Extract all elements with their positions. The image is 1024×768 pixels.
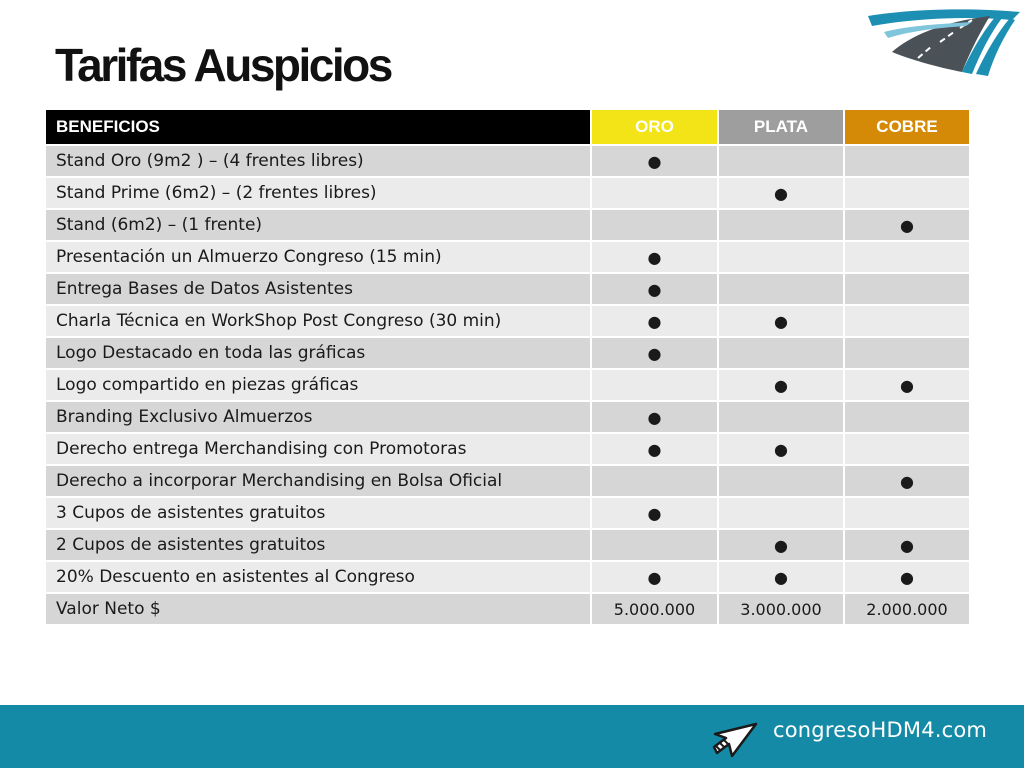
road-logo-icon: [862, 6, 1022, 82]
table-row: [45, 177, 970, 209]
cobre-cell: ●: [844, 529, 970, 561]
cobre-cell: [844, 273, 970, 305]
cobre-cell: [844, 497, 970, 529]
oro-cell: [591, 177, 718, 209]
table-row: [45, 273, 970, 305]
table-row-total: [45, 593, 970, 625]
oro-cell: ●: [591, 337, 718, 369]
cobre-cell: [844, 145, 970, 177]
header-benefits: BENEFICIOS: [45, 109, 591, 145]
oro-cell: ●: [591, 273, 718, 305]
plata-cell: ●: [718, 561, 844, 593]
plata-cell: [718, 241, 844, 273]
cobre-cell: [844, 305, 970, 337]
benefit-cell: Derecho entrega Merchandising con Promotoras: [45, 433, 591, 465]
cobre-cell: [844, 337, 970, 369]
benefit-cell: Presentación un Almuerzo Congreso (15 min): [45, 241, 591, 273]
cobre-cell: ●: [844, 369, 970, 401]
oro-cell: [591, 209, 718, 241]
table-row: [45, 529, 970, 561]
oro-price: 5.000.000: [591, 593, 718, 625]
benefit-cell: Stand Oro (9m2 ) – (4 frentes libres): [45, 145, 591, 177]
oro-cell: [591, 529, 718, 561]
oro-cell: ●: [591, 561, 718, 593]
benefit-cell: Charla Técnica en WorkShop Post Congreso (30 min): [45, 305, 591, 337]
sponsorship-pricing-table: [44, 108, 971, 626]
cobre-cell: [844, 401, 970, 433]
benefit-cell: 2 Cupos de asistentes gratuitos: [45, 529, 591, 561]
plata-cell: [718, 465, 844, 497]
table-row: [45, 465, 970, 497]
cursor-arrow-icon: [712, 720, 760, 760]
plata-cell: [718, 145, 844, 177]
cobre-cell: [844, 433, 970, 465]
oro-cell: [591, 369, 718, 401]
table-row: [45, 369, 970, 401]
table-header-row: [45, 109, 970, 145]
slide-title: Tarifas Auspicios: [55, 39, 391, 91]
table-row: [45, 561, 970, 593]
plata-cell: ●: [718, 305, 844, 337]
website-link[interactable]: congresoHDM4.com: [773, 718, 988, 742]
benefit-cell: Stand (6m2) – (1 frente): [45, 209, 591, 241]
benefit-cell: Logo Destacado en toda las gráficas: [45, 337, 591, 369]
cobre-cell: ●: [844, 209, 970, 241]
cobre-price: 2.000.000: [844, 593, 970, 625]
benefit-cell: Entrega Bases de Datos Asistentes: [45, 273, 591, 305]
header-cobre: COBRE: [844, 109, 970, 145]
benefit-cell: 3 Cupos de asistentes gratuitos: [45, 497, 591, 529]
benefit-cell: Stand Prime (6m2) – (2 frentes libres): [45, 177, 591, 209]
table-row: [45, 497, 970, 529]
cobre-cell: ●: [844, 561, 970, 593]
oro-cell: ●: [591, 241, 718, 273]
oro-cell: ●: [591, 433, 718, 465]
benefit-cell: 20% Descuento en asistentes al Congreso: [45, 561, 591, 593]
table-row: [45, 401, 970, 433]
table-row: [45, 305, 970, 337]
benefit-cell: Derecho a incorporar Merchandising en Bolsa Oficial: [45, 465, 591, 497]
plata-cell: ●: [718, 177, 844, 209]
oro-cell: ●: [591, 305, 718, 337]
cobre-cell: [844, 177, 970, 209]
cobre-cell: ●: [844, 465, 970, 497]
plata-cell: [718, 497, 844, 529]
table-row: [45, 337, 970, 369]
header-plata: PLATA: [718, 109, 844, 145]
oro-cell: ●: [591, 145, 718, 177]
benefit-cell: Logo compartido en piezas gráficas: [45, 369, 591, 401]
table-row: [45, 433, 970, 465]
benefit-cell: Branding Exclusivo Almuerzos: [45, 401, 591, 433]
table-row: [45, 209, 970, 241]
header-oro: ORO: [591, 109, 718, 145]
plata-cell: [718, 337, 844, 369]
table-row: [45, 241, 970, 273]
oro-cell: [591, 465, 718, 497]
plata-cell: [718, 401, 844, 433]
oro-cell: ●: [591, 497, 718, 529]
oro-cell: ●: [591, 401, 718, 433]
plata-cell: ●: [718, 529, 844, 561]
plata-cell: [718, 273, 844, 305]
plata-cell: [718, 209, 844, 241]
plata-price: 3.000.000: [718, 593, 844, 625]
cobre-cell: [844, 241, 970, 273]
benefit-cell: Valor Neto $: [45, 593, 591, 625]
plata-cell: ●: [718, 369, 844, 401]
table-row: [45, 145, 970, 177]
plata-cell: ●: [718, 433, 844, 465]
